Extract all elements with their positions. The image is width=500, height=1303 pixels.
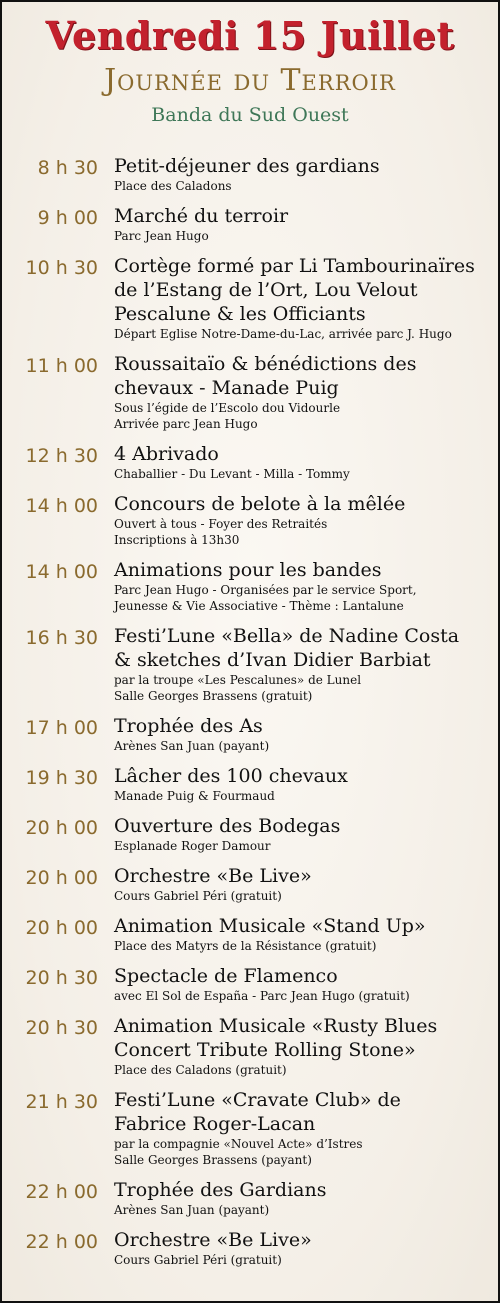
event-title-line: Concert Tribute Rolling Stone»	[114, 1039, 416, 1061]
event-title-line: Roussaitaïo & bénédictions des	[114, 353, 417, 375]
schedule-row	[2, 492, 498, 558]
schedule-row	[2, 1088, 498, 1178]
event-detail: Arrivée parc Jean Hugo	[114, 417, 258, 431]
event-title-line: Petit-déjeuner des gardians	[114, 155, 380, 177]
event-time: 10 h 30	[25, 257, 98, 279]
event-detail: Salle Georges Brassens (gratuit)	[114, 689, 313, 703]
event-content	[114, 352, 484, 432]
event-title-line: Spectacle de Flamenco	[114, 965, 338, 987]
event-title-line: Lâcher des 100 chevaux	[114, 765, 348, 787]
event-title-line: Fabrice Roger-Lacan	[114, 1113, 316, 1135]
event-content	[114, 558, 484, 614]
event-time: 20 h 00	[25, 817, 98, 839]
event-content	[114, 254, 484, 342]
event-content	[114, 714, 484, 754]
event-content	[114, 624, 484, 704]
event-content	[114, 914, 484, 954]
event-content	[114, 814, 484, 854]
event-title-line: chevaux - Manade Puig	[114, 377, 339, 399]
event-title-line: Festi’Lune «Bella» de Nadine Costa	[114, 625, 460, 647]
schedule-list	[2, 154, 498, 1278]
schedule-row	[2, 914, 498, 964]
event-detail: Place des Matyrs de la Résistance (gratuit)	[114, 939, 377, 953]
event-detail: Arènes San Juan (payant)	[114, 739, 270, 753]
event-detail: Sous l’égide de l’Escolo dou Vidourle	[114, 401, 341, 415]
schedule-row	[2, 154, 498, 204]
event-content	[114, 442, 484, 482]
event-time: 11 h 00	[25, 355, 98, 377]
event-title: Journée du Terroir	[104, 63, 396, 98]
event-time: 16 h 30	[25, 627, 98, 649]
event-detail: Inscriptions à 13h30	[114, 533, 240, 547]
event-detail: Arènes San Juan (payant)	[114, 1203, 270, 1217]
event-detail: Chaballier - Du Levant - Milla - Tommy	[114, 467, 350, 481]
schedule-row	[2, 254, 498, 352]
event-content	[114, 764, 484, 804]
event-detail: Manade Puig & Fourmaud	[114, 789, 275, 803]
schedule-row	[2, 1178, 498, 1228]
schedule-row	[2, 714, 498, 764]
event-title-line: Animations pour les bandes	[114, 559, 382, 581]
event-content	[114, 492, 484, 548]
event-detail: Esplanade Roger Damour	[114, 839, 271, 853]
event-title-line: Cortège formé par Li Tambourinaïres	[114, 255, 475, 277]
event-detail: Parc Jean Hugo - Organisées par le service Sport,	[114, 583, 417, 597]
schedule-row	[2, 864, 498, 914]
event-title-line: Animation Musicale «Stand Up»	[114, 915, 426, 937]
event-detail: Place des Caladons (gratuit)	[114, 1063, 287, 1077]
poster-header	[2, 14, 498, 126]
event-detail: Salle Georges Brassens (payant)	[114, 1153, 312, 1167]
event-title-line: Festi’Lune «Cravate Club» de	[114, 1089, 401, 1111]
schedule-row	[2, 1228, 498, 1278]
event-detail: Ouvert à tous - Foyer des Retraités	[114, 517, 328, 531]
event-detail: Place des Caladons	[114, 179, 232, 193]
event-content	[114, 964, 484, 1004]
event-detail: par la compagnie «Nouvel Acte» d’Istres	[114, 1137, 363, 1151]
schedule-row	[2, 442, 498, 492]
event-time: 20 h 30	[25, 1017, 98, 1039]
event-time: 14 h 00	[25, 561, 98, 583]
event-title-line: & sketches d’Ivan Didier Barbiat	[114, 649, 431, 671]
event-detail: Parc Jean Hugo	[114, 229, 209, 243]
event-content	[114, 1014, 484, 1078]
event-detail: par la troupe «Les Pescalunes» de Lunel	[114, 673, 362, 687]
schedule-row	[2, 558, 498, 624]
event-content	[114, 864, 484, 904]
schedule-row	[2, 764, 498, 814]
event-time: 22 h 00	[25, 1181, 98, 1203]
event-title-line: Concours de belote à la mêlée	[114, 493, 406, 515]
event-time: 8 h 30	[37, 157, 98, 179]
schedule-row	[2, 814, 498, 864]
event-detail: avec El Sol de España - Parc Jean Hugo (gratuit)	[114, 989, 410, 1003]
event-time: 17 h 00	[25, 717, 98, 739]
event-detail: Cours Gabriel Péri (gratuit)	[114, 1253, 282, 1267]
event-time: 9 h 00	[37, 207, 98, 229]
event-time: 22 h 00	[25, 1231, 98, 1253]
event-content	[114, 204, 484, 244]
event-title-line: Animation Musicale «Rusty Blues	[114, 1015, 438, 1037]
event-title-line: Trophée des As	[114, 715, 263, 737]
schedule-row	[2, 624, 498, 714]
event-title-line: Marché du terroir	[114, 205, 289, 227]
event-time: 21 h 30	[25, 1091, 98, 1113]
event-time: 14 h 00	[25, 495, 98, 517]
event-title-line: 4 Abrivado	[114, 443, 219, 465]
event-time: 20 h 00	[25, 917, 98, 939]
schedule-row	[2, 352, 498, 442]
schedule-row	[2, 964, 498, 1014]
schedule-row	[2, 1014, 498, 1088]
event-time: 19 h 30	[25, 767, 98, 789]
schedule-row	[2, 204, 498, 254]
event-title-line: Orchestre «Be Live»	[114, 865, 312, 887]
day-title: Vendredi 15 Juillet	[45, 13, 455, 58]
event-title-line: Pescalune & les Officiants	[114, 303, 366, 325]
band-name: Banda du Sud Ouest	[151, 104, 349, 126]
event-time: 20 h 30	[25, 967, 98, 989]
event-time: 12 h 30	[25, 445, 98, 467]
event-content	[114, 1178, 484, 1218]
event-detail: Jeunesse & Vie Associative - Thème : Lantalune	[114, 599, 404, 613]
event-title-line: Trophée des Gardians	[114, 1179, 327, 1201]
event-detail: Cours Gabriel Péri (gratuit)	[114, 889, 282, 903]
event-content	[114, 154, 484, 194]
event-content	[114, 1088, 484, 1168]
event-time: 20 h 00	[25, 867, 98, 889]
event-content	[114, 1228, 484, 1268]
event-title-line: Ouverture des Bodegas	[114, 815, 341, 837]
event-title-line: de l’Estang de l’Ort, Lou Velout	[114, 279, 418, 301]
event-title-line: Orchestre «Be Live»	[114, 1229, 312, 1251]
event-detail: Départ Eglise Notre-Dame-du-Lac, arrivée parc J. Hugo	[114, 327, 452, 341]
